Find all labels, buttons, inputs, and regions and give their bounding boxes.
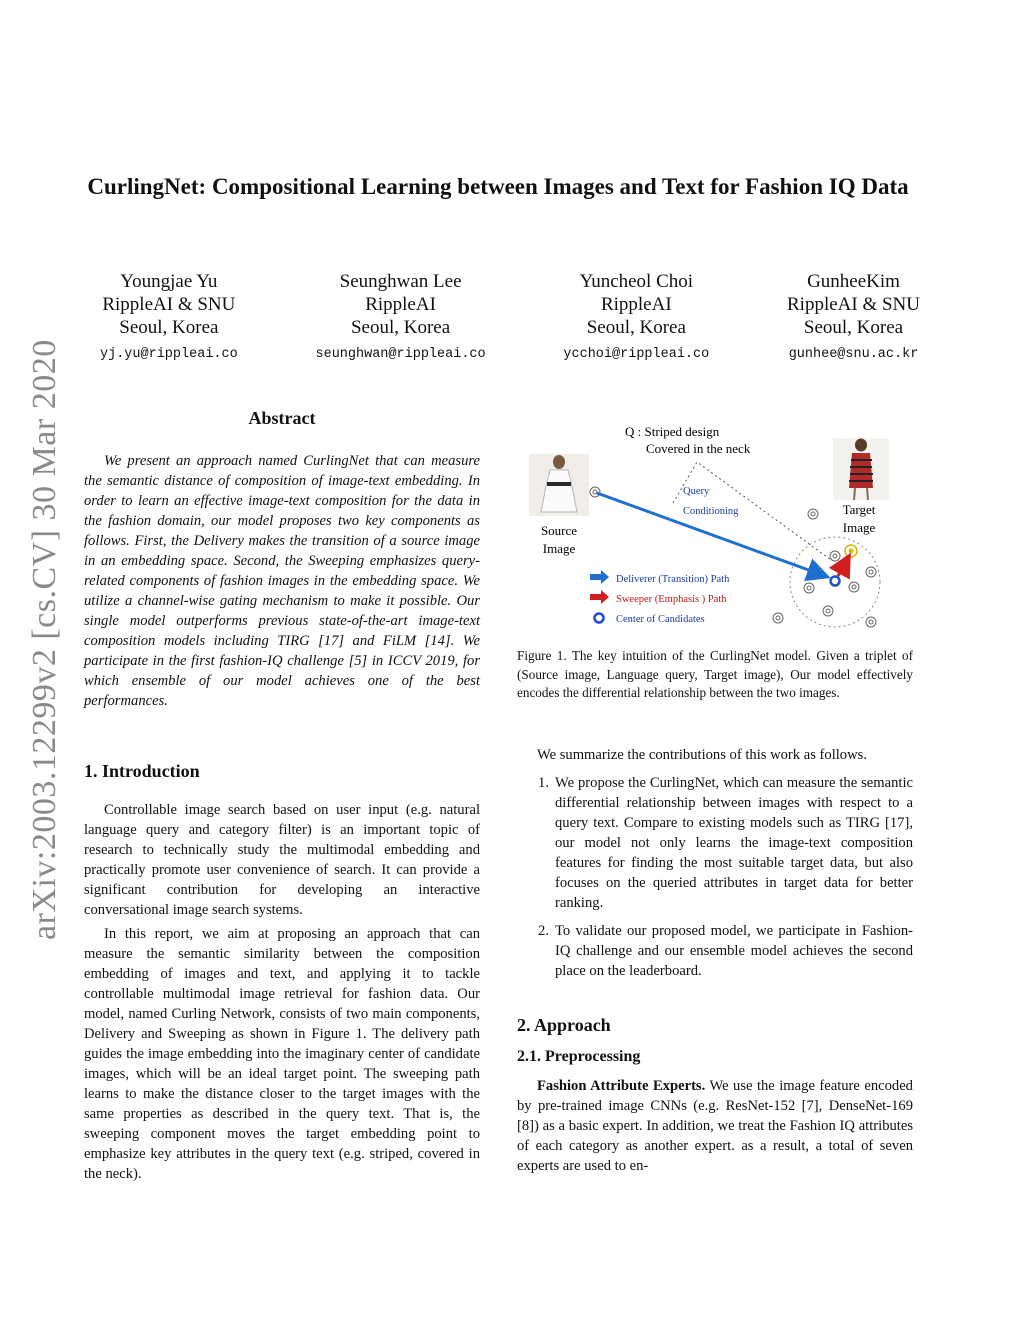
list-number: 2. xyxy=(538,922,549,939)
paragraph-lead: Fashion Attribute Experts. xyxy=(537,1077,706,1094)
figure-diagram xyxy=(517,420,913,635)
query-line1: Q : Striped design xyxy=(625,424,720,439)
author-block xyxy=(316,270,486,366)
author-email[interactable]: ycchoi@rippleai.co xyxy=(563,347,710,362)
list-item xyxy=(517,921,913,981)
arxiv-identifier: arXiv:2003.12299v2 [cs.CV] 30 Mar 2020 xyxy=(26,339,63,940)
author-location: Seoul, Korea xyxy=(803,317,904,338)
figure-caption: Figure 1. The key intuition of the CurlingNet model. Given a triplet of (Source image, Language query, Target image), Our model effectively encodes the differential relationship between the two images. xyxy=(517,648,913,700)
source-image xyxy=(529,454,589,516)
intro-paragraph: In this report, we aim at proposing an approach that can measure the semantic similarity between the composition embedding of images and text, and applying it to tackle controllable multimodal image retrieval for fashion data. Our model, named Curling Network, consists of two main components, Delivery and Sweeping as shown in Figure 1. The delivery path guides the image embedding into the imaginary center of candidate images, which will be an ideal target point. The sweeping path learns to make the distance closer to the target images with the same properties as described in the query text. That is, the sweeping component moves the target embedding point to emphasize key attributes in the query text (e.g. striped, covered in the neck). xyxy=(84,926,480,1182)
right-column xyxy=(517,420,913,1180)
author-affiliation: RippleAI & SNU xyxy=(102,294,236,315)
figure-1 xyxy=(517,420,913,635)
target-image xyxy=(833,438,889,500)
author-block xyxy=(787,270,920,366)
author-name: Youngjae Yu xyxy=(120,271,218,292)
list-text: We propose the CurlingNet, which can measure the semantic differential relationship between images with respect to a query text. Compare to existing models such as TIRG [17], our model not only learns the image-text composition features for finding the most suitable target data, but also focuses on the queried attributes in target data for better ranking. xyxy=(555,774,913,911)
legend-sweeper: Sweeper (Emphasis ) Path xyxy=(616,594,727,605)
abstract-heading: Abstract xyxy=(248,408,316,428)
preprocessing-heading: 2.1. Preprocessing xyxy=(517,1047,641,1065)
sweeper-path-arrow xyxy=(838,558,848,576)
introduction-heading: 1. Introduction xyxy=(84,761,200,781)
author-email[interactable]: gunhee@snu.ac.kr xyxy=(788,347,919,362)
target-marker-dot xyxy=(849,549,854,554)
paragraph-body: We use the image feature encoded by pre-trained image CNNs (e.g. ResNet-152 [7], DenseNet-169 [8]) as a basic expert. In addition, we treat the Fashion IQ attributes of each category as another expert. as a result, a total of seven experts are used to en- xyxy=(517,1077,913,1174)
target-label-line1: Target xyxy=(842,502,876,517)
author-location: Seoul, Korea xyxy=(119,317,219,338)
list-text: To validate our proposed model, we participate in Fashion-IQ challenge and our ensemble model achieves the second place on the leaderboard. xyxy=(555,922,913,979)
query-line2: Covered in the neck xyxy=(646,441,751,456)
conditioning-label: Conditioning xyxy=(683,506,739,517)
author-location: Seoul, Korea xyxy=(586,317,686,338)
author-name: Yuncheol Choi xyxy=(579,271,694,292)
query-conditioning-label: Query xyxy=(683,486,710,497)
source-label-line1: Source xyxy=(540,523,578,538)
contributions-list xyxy=(517,773,913,981)
figure-legend xyxy=(590,570,730,625)
author-affiliation: RippleAI xyxy=(365,294,436,315)
source-label-line2: Image xyxy=(542,541,576,556)
approach-paragraph xyxy=(517,1076,913,1176)
contributions-intro: We summarize the contributions of this work as follows. xyxy=(537,746,867,763)
legend-deliverer: Deliverer (Transition) Path xyxy=(616,574,730,585)
list-item xyxy=(517,773,913,913)
author-name: GunheeKim xyxy=(807,271,900,292)
target-label-line2: Image xyxy=(842,520,876,535)
paper-title: CurlingNet: Compositional Learning between Images and Text for Fashion IQ Data xyxy=(87,174,909,199)
author-affiliation: RippleAI & SNU xyxy=(787,294,920,315)
author-email[interactable]: yj.yu@rippleai.co xyxy=(100,347,238,362)
author-block xyxy=(100,270,238,366)
abstract-text: We present an approach named CurlingNet that can measure the semantic distance of composition of image-text embedding. In order to learn an effective image-text composition for the data in the fashion domain, our model proposes two key components as follows. First, the Delivery makes the transition of a source image in an embedding space. Second, the Sweeping emphasizes query-related components of fashion images in the embedding space. We utilize a channel-wise gating mechanism to make it possible. Our single model outperforms previous state-of-the-art image-text composition models including TIRG [17] and FiLM [14]. We participate in the first fashion-IQ challenge [5] in ICCV 2019, for which ensemble of our model achieves one of the best performances. xyxy=(84,453,480,709)
author-email[interactable]: seunghwan@rippleai.co xyxy=(315,347,486,362)
author-name: Seunghwan Lee xyxy=(339,271,462,292)
intro-paragraph: Controllable image search based on user input (e.g. natural language query and category filter) is an important topic of research to technically study the multimodal embedding and practically promote user convenience of search. It can provide a significant contribution for developing an interactive conversational image search systems. xyxy=(84,802,480,918)
candidate-center-marker xyxy=(831,577,840,586)
legend-center: Center of Candidates xyxy=(616,614,705,625)
left-column xyxy=(84,408,480,1188)
author-list xyxy=(100,270,920,366)
list-number: 1. xyxy=(538,774,549,791)
author-location: Seoul, Korea xyxy=(350,317,451,338)
author-block xyxy=(563,270,709,366)
approach-heading: 2. Approach xyxy=(517,1014,611,1035)
author-affiliation: RippleAI xyxy=(600,294,672,315)
